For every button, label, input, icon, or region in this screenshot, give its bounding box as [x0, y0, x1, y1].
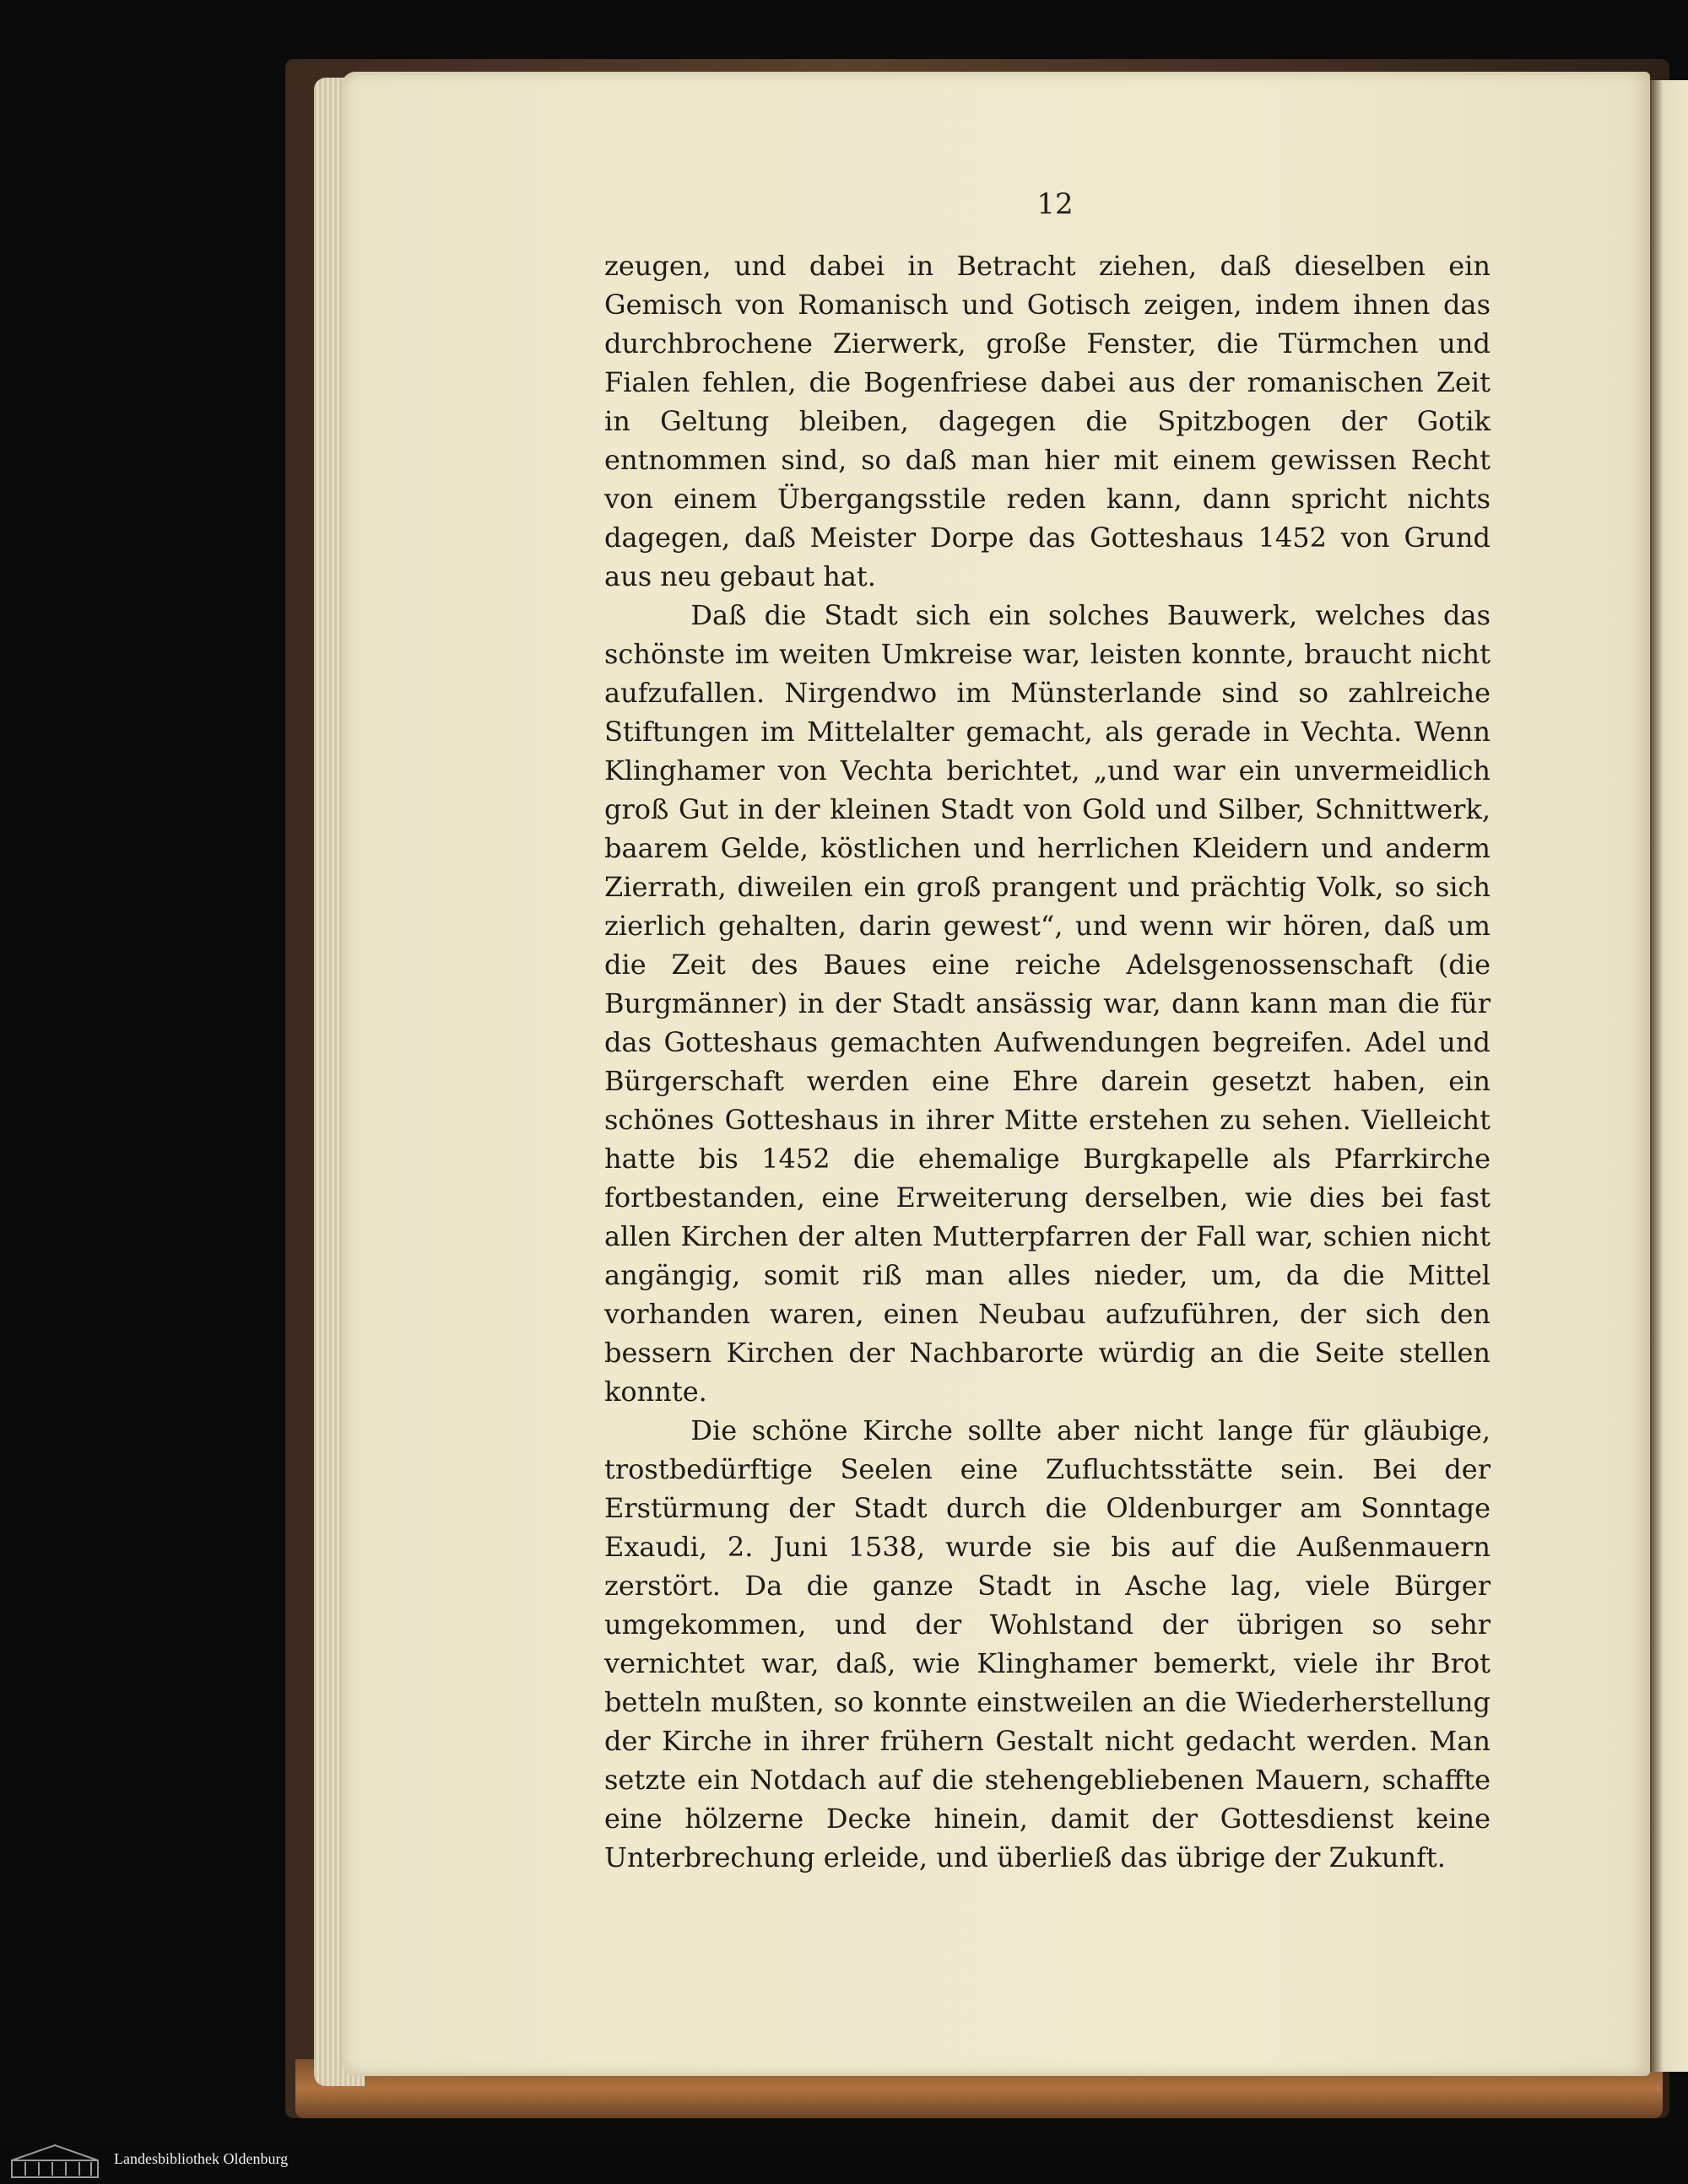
- paragraph-3: Die schöne Kirche sollte aber nicht lange für gläubige, trostbedürftige Seelen eine Zufluchtsstätte sein. Bei der Erstürmung der Stadt durch die Oldenburger am Sonntage Exaudi, 2. Juni 1538, wurde sie bis auf die Außenmauern zerstört. Da die ganze Stadt in Asche lag, viele Bürger umgekommen, und der Wohlstand der übrigen so sehr vernichtet war, daß, wie Klinghamer bemerkt, viele ihr Brot betteln mußten, so konnte einstweilen an die Wiederherstellung der Kirche in ihrer frühern Gestalt nicht gedacht werden. Man setzte ein Notdach auf die stehengebliebenen Mauern, schaffte eine hölzerne Decke hinein, damit der Gottesdienst keine Unterbrechung erleide, und überließ das übrige der Zukunft.: [604, 1414, 1491, 1873]
- library-logo-icon: [8, 2142, 101, 2179]
- facing-page-edge: [1650, 80, 1688, 2072]
- paragraph-2: Daß die Stadt sich ein solches Bauwerk, welches das schönste im weiten Umkreise war, leisten konnte, braucht nicht aufzufallen. Nirgendwo im Münsterlande sind so zahlreiche Stiftungen im Mittelalter gemacht, als gerade in Vechta. Wenn Klinghamer von Vechta berichtet, „und war ein unvermeidlich groß Gut in der kleinen Stadt von Gold und Silber, Schnittwerk, baarem Gelde, köstlichen und herrlichen Kleidern und anderm Zierrath, diweilen ein groß prangent und prächtig Volk, so sich zierlich gehalten, darin gewest“, und wenn wir hören, daß um die Zeit des Baues eine reiche Adelsgenossenschaft (die Burgmänner) in der Stadt ansässig war, dann kann man die für das Gotteshaus gemachten Aufwendungen begreifen. Adel und Bürgerschaft werden eine Ehre darein gesetzt haben, ein schönes Gotteshaus in ihrer Mitte erstehen zu sehen. Vielleicht hatte bis 1452 die ehemalige Burgkapelle als Pfarrkirche fortbestanden, eine Erweiterung derselben, wie dies bei fast allen Kirchen der alten Mutterpfarren der Fall war, schien nicht angängig, somit riß man alles nieder, um, da die Mittel vorhanden waren, einen Neubau aufzuführen, der sich den bessern Kirchen der Nachbarorte würdig an die Seite stellen konnte.: [604, 599, 1491, 1408]
- body-text: [604, 246, 1491, 1877]
- paragraph-1: zeugen, und dabei in Betracht ziehen, daß dieselben ein Gemisch von Romanisch und Gotisch zeigen, indem ihnen das durchbrochene Zierwerk, große Fenster, die Türmchen und Fialen fehlen, die Bogenfriese dabei aus der romanischen Zeit in Geltung bleiben, dagegen die Spitzbogen der Gotik entnommen sind, so daß man hier mit einem gewissen Recht von einem Übergangsstile reden kann, dann spricht nichts dagegen, daß Meister Dorpe das Gotteshaus 1452 von Grund aus neu gebaut hat.: [604, 250, 1491, 592]
- page-number: 12: [1036, 187, 1074, 221]
- library-name: Landesbibliothek Oldenburg: [114, 2150, 289, 2167]
